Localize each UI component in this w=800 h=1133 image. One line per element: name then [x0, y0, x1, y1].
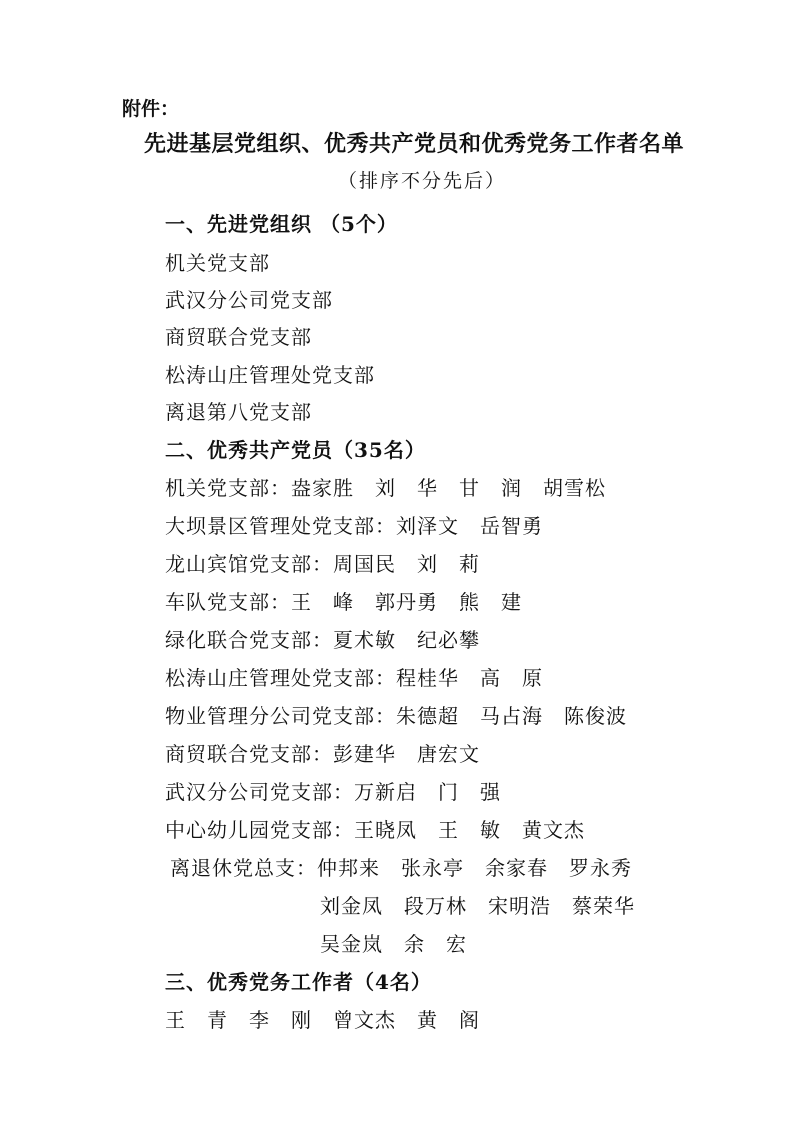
list-item: 商贸联合党支部：彭建华 唐宏文: [165, 742, 480, 766]
list-item: 龙山宾馆党支部：周国民 刘 莉: [165, 552, 480, 576]
document-subtitle: （排序不分先后）: [338, 170, 507, 192]
list-item: 机关党支部: [165, 251, 270, 275]
list-item: 商贸联合党支部: [165, 325, 312, 349]
list-item: 离退第八党支部: [165, 400, 312, 424]
list-item-continuation: 吴金岚 余 宏: [320, 932, 467, 956]
document-title: 先进基层党组织、优秀共产党员和优秀党务工作者名单: [144, 131, 685, 157]
list-item: 松涛山庄管理处党支部: [165, 363, 375, 387]
list-item: 松涛山庄管理处党支部：程桂华 高 原: [165, 666, 543, 690]
annex-label: 附件：: [122, 98, 180, 120]
list-item: 物业管理分公司党支部：朱德超 马占海 陈俊波: [165, 704, 627, 728]
section-heading-outstanding-members: 二、优秀共产党员（35名）: [165, 438, 426, 462]
section-heading-advanced-organizations: 一、先进党组织 （5个）: [165, 212, 398, 236]
list-item-continuation: 刘金凤 段万林 宋明浩 蔡荣华: [320, 894, 635, 918]
list-item: 大坝景区管理处党支部：刘泽文 岳智勇: [165, 514, 543, 538]
list-item: 武汉分公司党支部: [165, 288, 333, 312]
list-item: 武汉分公司党支部：万新启 门 强: [165, 780, 501, 804]
list-item: 离退休党总支：仲邦来 张永亭 余家春 罗永秀: [170, 856, 632, 880]
list-item: 中心幼儿园党支部：王晓凤 王 敏 黄文杰: [165, 818, 585, 842]
list-item: 车队党支部：王 峰 郭丹勇 熊 建: [165, 590, 522, 614]
list-item: 王 青 李 刚 曾文杰 黄 阁: [165, 1008, 480, 1032]
section-heading-party-workers: 三、优秀党务工作者（4名）: [165, 970, 432, 994]
list-item: 绿化联合党支部：夏术敏 纪必攀: [165, 628, 480, 652]
list-item: 机关党支部：盎家胜 刘 华 甘 润 胡雪松: [165, 476, 606, 500]
